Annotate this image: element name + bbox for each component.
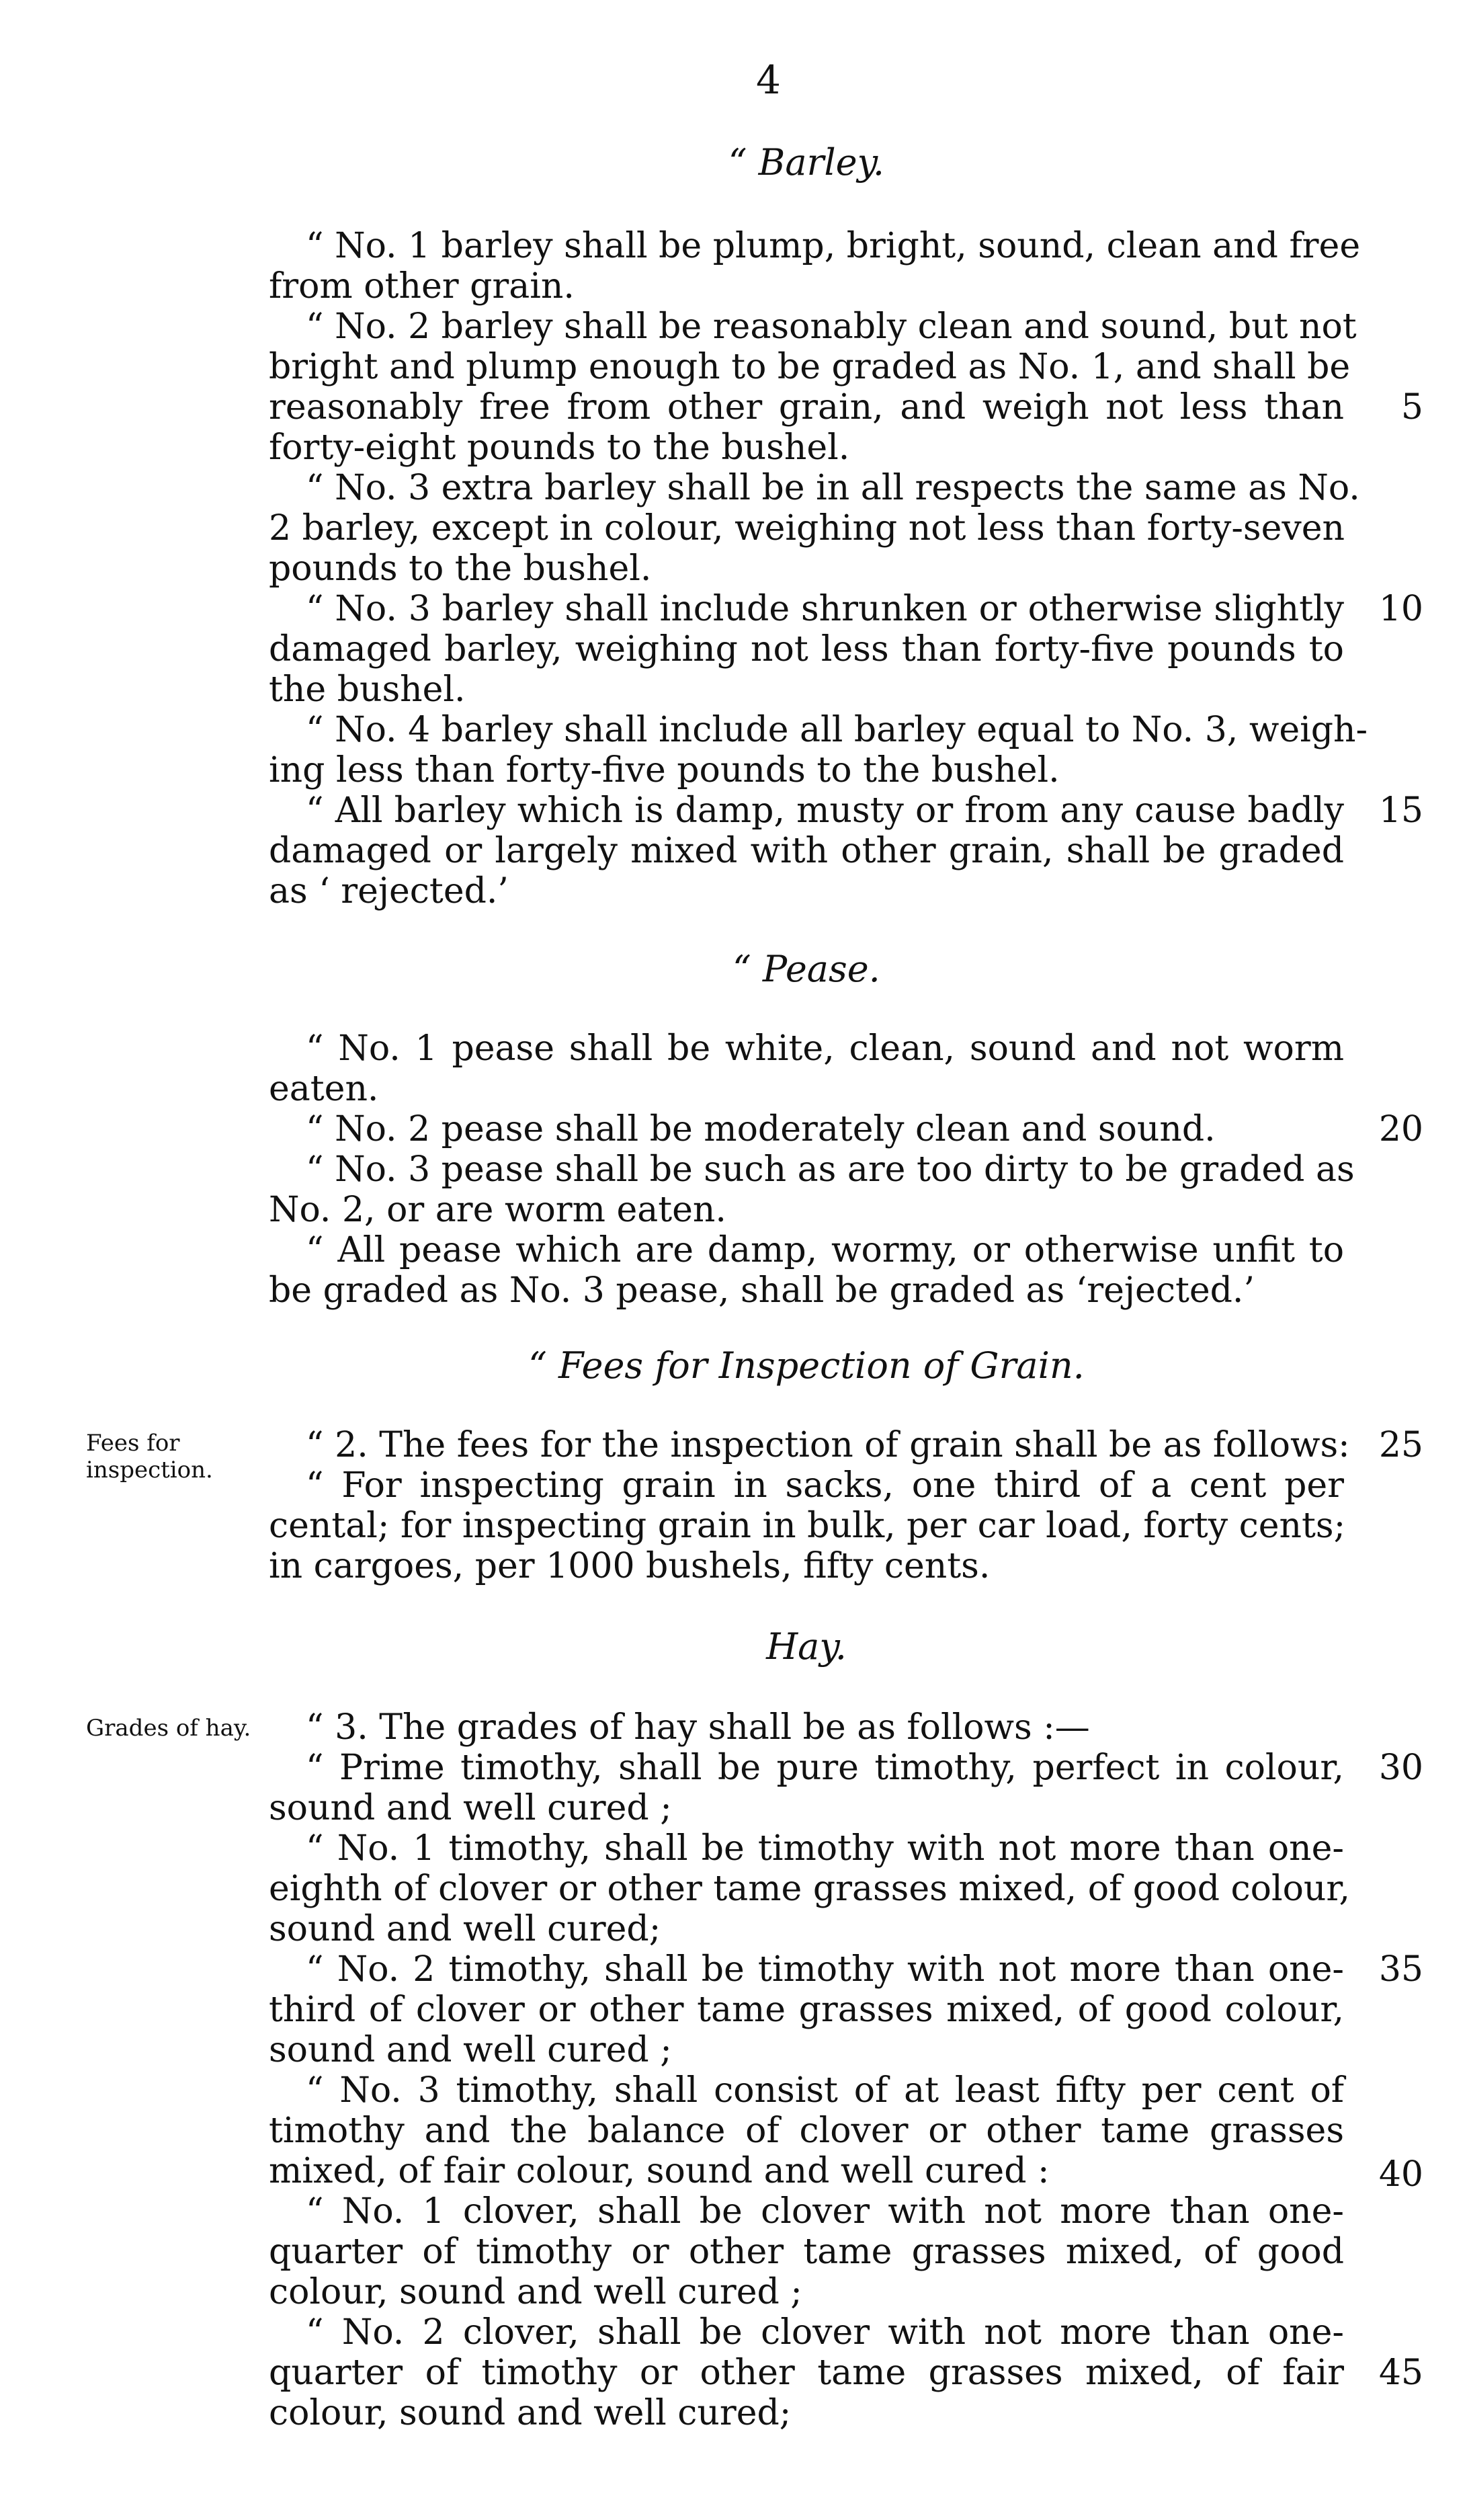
marginal-note-hay: Grades of hay. [86,1715,251,1742]
text-line: sound and well cured; [269,1909,661,1949]
text-line: “ No. 1 timothy, shall be timothy with not more than one- [306,1828,1344,1869]
text-line: third of clover or other tame grasses mixed, of good colour, [269,1990,1344,2030]
page-number: 4 [756,57,781,103]
text-line: “ No. 2 clover, shall be clover with not more than one- [306,2312,1344,2353]
text-line: quarter of timothy or other tame grasses mixed, of fair [269,2353,1344,2393]
text-line: “ No. 1 pease shall be white, clean, sound and not worm [306,1028,1344,1069]
marginal-note-fees: inspection. [86,1457,213,1483]
line-number: 45 [1378,2353,1423,2393]
text-line: “ All barley which is damp, musty or from any cause badly [306,790,1344,831]
text-line: in cargoes, per 1000 bushels, fifty cents. [269,1546,991,1586]
text-line: “ No. 3 pease shall be such as are too dirty to be graded as [306,1149,1355,1190]
text-line: “ No. 1 clover, shall be clover with not more than one- [306,2191,1344,2232]
text-line: ing less than forty-five pounds to the bushel. [269,750,1060,790]
line-number: 5 [1400,387,1423,428]
text-line: the bushel. [269,669,466,710]
line-number: 30 [1378,1748,1423,1788]
text-line: damaged or largely mixed with other grain, shall be graded [269,831,1344,871]
text-line: sound and well cured ; [269,2030,672,2070]
text-line: No. 2, or are worm eaten. [269,1190,726,1230]
text-line: colour, sound and well cured; [269,2393,792,2433]
text-line: cental; for inspecting grain in bulk, per car load, forty cents; [269,1506,1346,1546]
section-heading-hay: Hay. [766,1625,847,1668]
line-number: 10 [1378,589,1423,629]
text-line: colour, sound and well cured ; [269,2272,802,2312]
line-number: 25 [1378,1425,1423,1465]
text-line: timothy and the balance of clover or other tame grasses [269,2111,1344,2151]
text-line: bright and plump enough to be graded as No. 1, and shall be [269,347,1351,387]
text-line: reasonably free from other grain, and weigh not less than [269,387,1344,428]
text-line: “ No. 4 barley shall include all barley equal to No. 3, weigh- [306,710,1368,750]
text-line: from other grain. [269,266,575,307]
text-line: “ No. 3 barley shall include shrunken or otherwise slightly [306,589,1344,629]
line-number: 20 [1378,1109,1423,1149]
text-line: “ 2. The fees for the inspection of grain shall be as follows: [306,1425,1350,1465]
text-line: eaten. [269,1069,379,1109]
text-line: 2 barley, except in colour, weighing not less than forty-seven [269,508,1345,548]
text-line: “ For inspecting grain in sacks, one third of a cent per [306,1465,1344,1506]
text-line: “ No. 2 pease shall be moderately clean and sound. [306,1109,1216,1149]
text-line: “ No. 3 extra barley shall be in all respects the same as No. [306,468,1360,508]
text-line: forty-eight pounds to the bushel. [269,428,850,468]
text-line: “ 3. The grades of hay shall be as follows :— [306,1707,1090,1748]
text-line: “ No. 3 timothy, shall consist of at least fifty per cent of [306,2070,1344,2111]
text-line: pounds to the bushel. [269,548,652,589]
text-line: damaged barley, weighing not less than forty-five pounds to [269,629,1344,669]
text-line: eighth of clover or other tame grasses mixed, of good colour, [269,1869,1351,1909]
section-heading-barley: “ Barley. [728,141,885,184]
text-line: “ All pease which are damp, wormy, or otherwise unfit to [306,1230,1344,1270]
text-line: “ Prime timothy, shall be pure timothy, perfect in colour, [306,1748,1344,1788]
line-number: 15 [1378,790,1423,831]
text-line: “ No. 1 barley shall be plump, bright, sound, clean and free [306,226,1361,266]
text-line: mixed, of fair colour, sound and well cured : [269,2151,1050,2191]
line-number: 40 [1378,2154,1423,2195]
text-line: “ No. 2 timothy, shall be timothy with not more than one- [306,1949,1344,1990]
section-heading-fees: “ Fees for Inspection of Grain. [528,1344,1085,1387]
marginal-note-fees: Fees for [86,1430,180,1457]
text-line: as ‘ rejected.’ [269,871,509,911]
text-line: be graded as No. 3 pease, shall be graded as ‘rejected.’ [269,1270,1255,1311]
section-heading-pease: “ Pease. [732,948,880,990]
text-line: quarter of timothy or other tame grasses mixed, of good [269,2232,1344,2272]
text-line: “ No. 2 barley shall be reasonably clean and sound, but not [306,307,1357,347]
text-line: sound and well cured ; [269,1788,672,1828]
line-number: 35 [1378,1949,1423,1990]
